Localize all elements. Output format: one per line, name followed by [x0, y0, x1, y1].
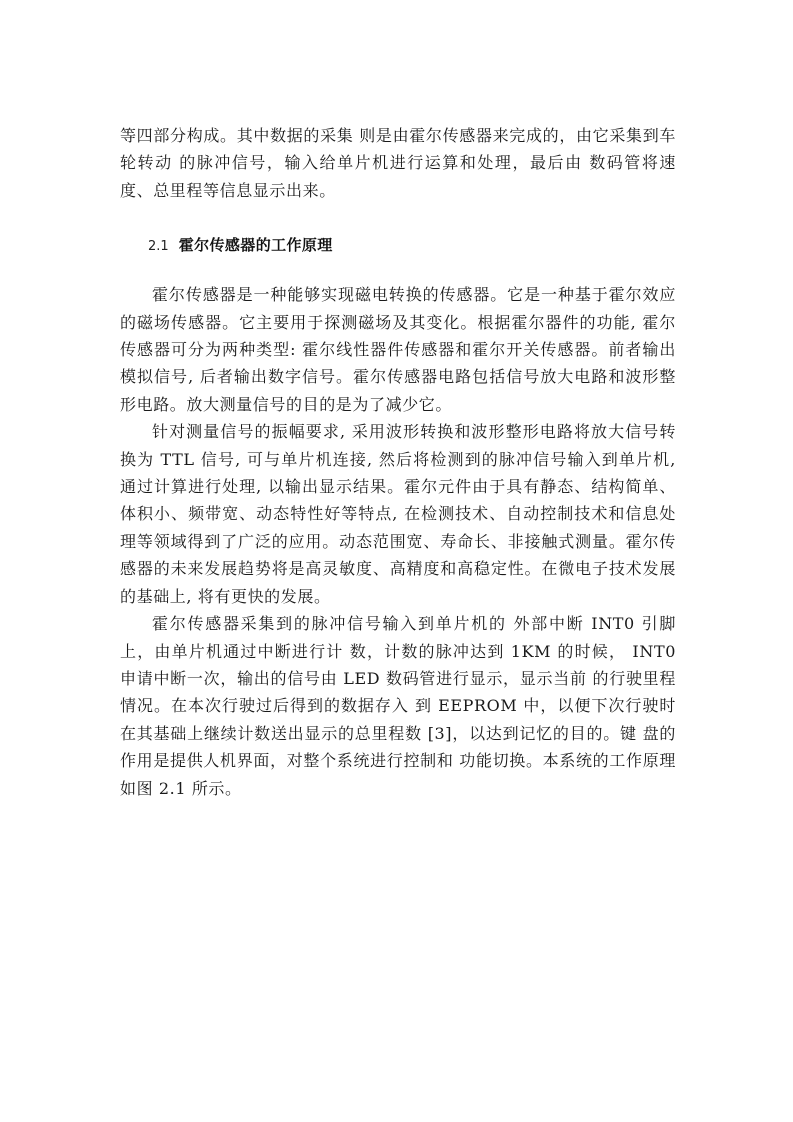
document-body	[120, 122, 676, 802]
section-title: 霍尔传感器的工作原理	[178, 236, 333, 255]
paragraph-system-operation: 霍尔传感器采集到的脉冲信号输入到单片机的 外部中断 INT0 引脚上，由单片机通过中断进行计 数，计数的脉冲达到 1KM 的时候， INT0 申请中断一次，输出的信号由 LED 数码管进行显示，显示当前 的行驶里程情况。在本次行驶过后得到的数据存入 到 EEPROM 中，以便下次行驶时在其基础上继续计数送出显示的总里程数 [3]，以达到记忆的目的。键 盘的作用是提供人机界面，对整个系统进行控制和 功能切换。本系统的工作原理如图 2.1 所示。	[120, 614, 676, 798]
paragraph-signal-processing: 针对测量信号的振幅要求, 采用波形转换和波形整形电路将放大信号转换为 TTL 信号, 可与单片机连接, 然后将检测到的脉冲信号输入到单片机, 通过计算进行处理, 以输出显示结果。霍尔元件由于具有静态、结构简单、体积小、频带宽、动态特性好等特点, 在检测技术、自动控制技术和信息处理等领域得到了广泛的应用。动态范围宽、寿命长、非接触式测量。霍尔传感器的未来发展趋势将是高灵敏度、高精度和高稳定性。在微电子技术发展的基础上, 将有更快的发展。	[120, 422, 676, 606]
paragraph-hall-sensor-definition: 霍尔传感器是一种能够实现磁电转换的传感器。它是一种基于霍尔效应的磁场传感器。它主要用于探测磁场及其变化。根据霍尔器件的功能, 霍尔传感器可分为两种类型: 霍尔线性器件传感器和霍尔开关传感器。前者输出模拟信号, 后者输出数字信号。霍尔传感器电路包括信号放大电路和波形整形电路。放大测量信号的目的是为了减少它。	[120, 285, 676, 414]
intro-paragraph: 等四部分构成。其中数据的采集 则是由霍尔传感器来完成的，由它采集到车轮转动 的脉冲信号，输入给单片机进行运算和处理，最后由 数码管将速度、总里程等信息显示出来。	[120, 126, 676, 200]
section-heading	[120, 234, 676, 256]
section-number: 2.1	[148, 239, 169, 255]
